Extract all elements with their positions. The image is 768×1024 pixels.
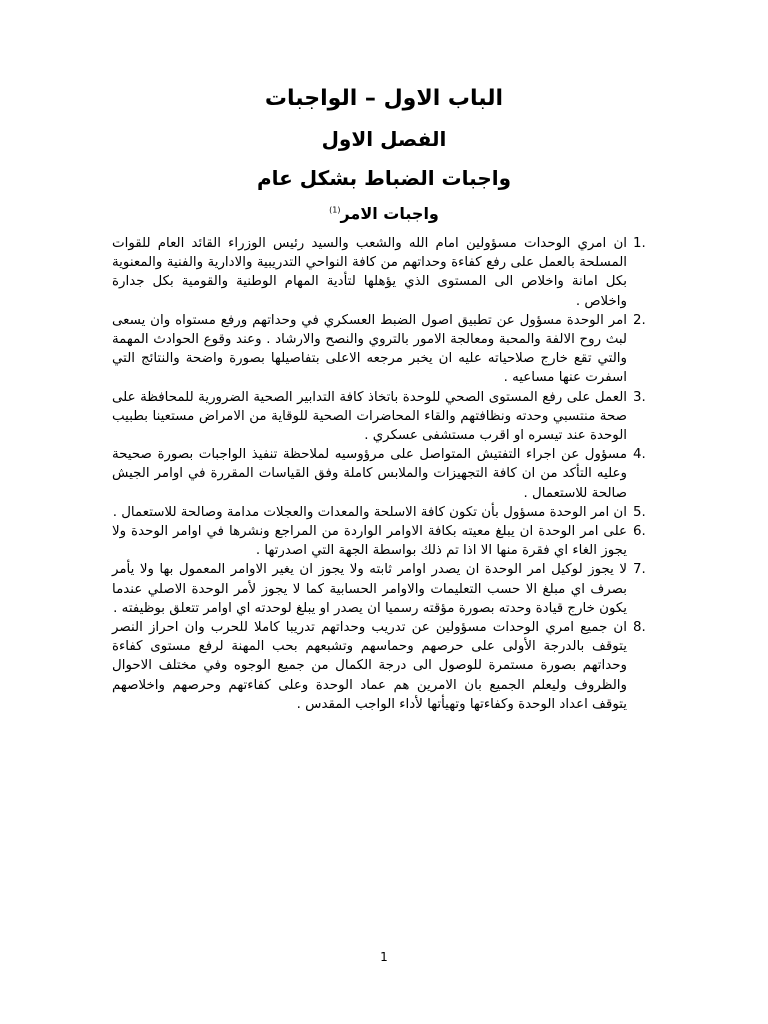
list-item (112, 311, 646, 388)
item-text: لا يجوز لوكيل امر الوحدة ان يصدر اوامر ثابته ولا يجوز ان يغير الاوامر المعمول بها ولا يأمر بصرف اي مبلغ الا حسب التعليمات والاوامر الحسابية كما لا يجوز لأمر الوحدة الاصلي عندما يكون خارج قيادة وحدته بصورة مؤقته رسميا ان يصدر او يبلغ لوحدته اي اوامر تتعلق بوظيفته . (112, 562, 627, 616)
subsection-title (0, 204, 768, 223)
item-text: على امر الوحدة ان يبلغ معيته بكافة الاوامر الواردة من المراجع ونشرها في اوامر الوحدة ولا يجوز الغاء اي فقرة منها الا اذا تم ذلك بواسطة الجهة التي اصدرتها . (112, 524, 627, 559)
item-text: ان جميع امري الوحدات مسؤولين عن تدريب وحداتهم تدريبا كاملا للحرب وان احراز النصر يتوقف بالدرجة الأولى على حرصهم وحماسهم وتشبعهم بحب المهنة لرفع مستوى كفاءة وحداتهم بصورة مستمرة للوصول الى درجة الكمال من جميع الوجوه وفي مختلف الاحوال والظروف وليعلم الجميع بان الامرين هم عماد الوحدة وعلى كفاءتهم وحرصهم واخلاصهم يتوقف اعداد الوحدة وكفاءتها وتهيأتها لأداء الواجب المقدس . (112, 620, 627, 712)
part-title: الباب الاول – الواجبات (264, 86, 504, 111)
page-number: 1 (380, 950, 388, 964)
footnote-reference: (1) (329, 205, 341, 215)
section-title: واجبات الضباط بشكل عام (256, 166, 512, 190)
list-item (112, 560, 646, 618)
list-item (112, 503, 646, 522)
item-number: 3. (633, 389, 646, 405)
item-text: العمل على رفع المستوى الصحي للوحدة باتخاذ كافة التدابير الصحية الضرورية للمحافظة على صحة منتسبي وحدته ونظافتهم والقاء المحاضرات الصحية للوقاية من الامراض مستعينا بطبيب الوحدة عند تيسره او اقرب مستشفى عسكري . (112, 389, 627, 444)
list-item (112, 445, 646, 503)
item-number: 4. (633, 447, 646, 463)
item-text: مسؤول عن اجراء التفتيش المتواصل على مرؤوسيه لملاحظة تنفيذ الواجبات بصورة صحيحة وعليه التأكد من ان كافة التجهيزات والملابس كاملة وفق القياسات المقررة في اوامر الجيش صالحة للاستعمال . (112, 447, 627, 501)
item-text: ان امر الوحدة مسؤول بأن تكون كافة الاسلحة والمعدات والعجلات مدامة وصالحة للاستعمال . (112, 504, 627, 520)
subsection-title-text: واجبات الامر (340, 204, 439, 223)
item-text: ان امري الوحدات مسؤولين امام الله والشعب والسيد رئيس الوزراء القائد العام للقوات المسلحة بالعمل على رفع كفاءة وحداتهم من كافة النواحي التدريبية والادارية والفنية والمعنوية بكل امانة واخلاص الى المستوى الذي يؤهلها لتأدية المهام الوطنية والقومية بكل جدارة واخلاص . (112, 236, 627, 309)
chapter-title: الفصل الاول (321, 127, 447, 151)
item-number: 7. (633, 562, 646, 578)
list-item (112, 388, 646, 446)
item-number: 8. (633, 620, 646, 636)
list-item (112, 522, 646, 560)
item-number: 5. (633, 504, 646, 520)
item-number: 2. (633, 312, 646, 328)
item-number: 1. (633, 236, 646, 251)
duties-list (112, 234, 657, 714)
list-item (112, 618, 646, 714)
item-text: امر الوحدة مسؤول عن تطبيق اصول الضبط العسكري في وحداتهم ورفع مستواه وان يسعى لبث روح الالفة والمحبة ومعالجة الامور بالتروي والنصح والارشاد . وعند وقوع الحوادث المهمة والتي تقع خارج صلاحياته عليه ان يخبر مرجعه الاعلى بتفاصيلها بصورة واضحة والنتائج التي اسفرت عنها مساعيه . (112, 312, 627, 386)
list-item (112, 234, 646, 311)
item-number: 6. (633, 524, 646, 540)
